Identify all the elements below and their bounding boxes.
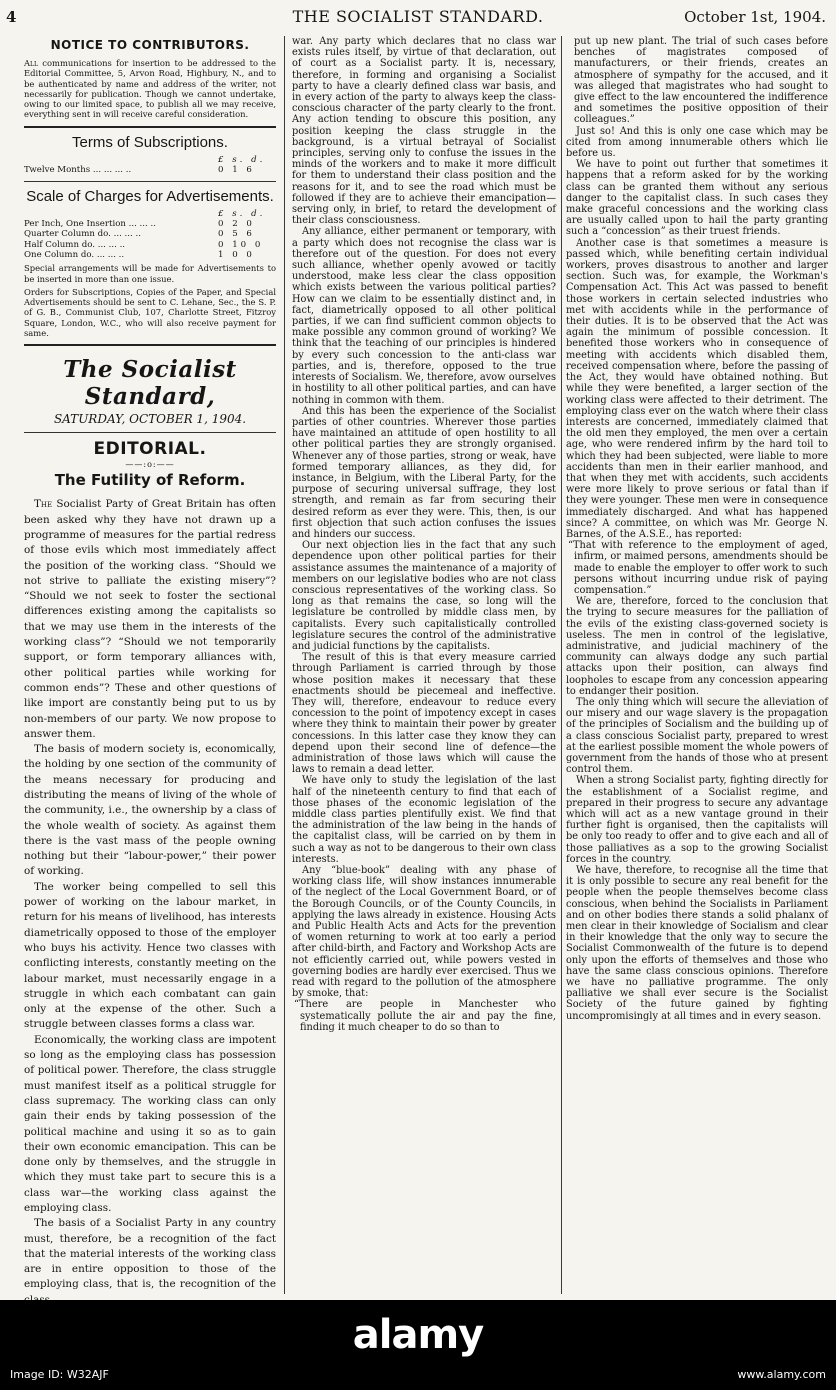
- masthead: [0, 0, 836, 32]
- rate-label: Twelve Months ... ... ... ..: [24, 164, 132, 175]
- rate-label: One Column do. ... ... ..: [24, 249, 125, 260]
- notice-lead: All: [24, 58, 39, 68]
- article-paragraph: And this has been the experience of the Socialist parties of other countries. Wherever those parties have maintained an attitude of open hostility to all other political parties they are strongly organised. Whenever any of those parties, strong or weak, have formed temporary alliances, as they did, for instance, in Belgium, with the Liberal Party, for the purpose of securing universal suffrage, they lost strength, and remain as far from securing their desired reform as ever they were. This, then, is our first objection that such action confuses the issues and hinders our success.: [292, 405, 556, 540]
- article-paragraph: Just so! And this is only one case which may be cited from among innumerable others which lie before us.: [566, 125, 828, 160]
- currency-header: £ s. d.: [218, 154, 266, 165]
- article-paragraph: war. Any party which declares that no class war exists rules itself, by virtue of that declaration, out of court as a Socialist party. It is, necessary, therefore, in forming and organising a Socialist party to have a clearly defined class war basis, and in every action of the party to always keep the class-conscious character of the party clearly to the front. Any action tending to obscure this position, any position keeping the class struggle in the background, is a virtual betrayal of Socialist principles, serving only to confuse the issues in the minds of the workers and to make it more difficult for them to understand their class position and the reasons for it, and to see the road which must be followed if they are to achieve their emancipation—serving only, in brief, to retard the development of their class consciousness.: [292, 36, 556, 227]
- block-quote: “That with reference to the employment of aged, infirm, or maimed persons, amendments should be made to enable the employer to offer work to such persons without incurring undue risk of paying compensation.”: [568, 540, 828, 596]
- article-paragraph: Another case is that sometimes a measure is passed which, while benefiting certain individual workers, proves disastrous to another and larger section. Such was, for example, the Workman's Compensation Act. This Act was passed to benefit those workers in certain selected industries who met with accidents while in the performance of their duties. It is to be observed that the Act was again the minimum of possible concession. It benefited those workers who in consequence of meeting with accidents which disabled them, received compensation where, before the passing of the Act, they would have obtained nothing. But while they were benefited, a larger section of the working class were affected to their detriment. The employing class ever on the watch where their class interests are concerned, immediately claimed that the old men they employed, the men over a certain age, who were rendered infirm by the hard toil to which they had been subjected, were liable to more accidents than men in their earlier manhood, and that when they met with accidents, such accidents were more likely to prove serious or fatal than if they were younger. These men were in consequence immediately discharged. And what has happened since? A committee, on which was Mr. George N. Barnes, of the A.S.E., has reported:: [566, 237, 828, 540]
- divider: [24, 344, 276, 346]
- ad-rate-row: [24, 219, 276, 229]
- nameplate-date: SATURDAY, OCTOBER 1, 1904.: [53, 412, 247, 427]
- article-paragraph: We have only to study the legislation of the last half of the nineteenth century to find that each of those phases of the economic legislation of the middle class parties plentifully exist. We find that the administration of the law being in the hands of the capitalist class, will be carried on by them in such a way as not to be dangerous to their own class interests.: [292, 775, 556, 865]
- article-paragraph: The worker being compelled to sell this power of working on the labour market, in return for his means of livelihood, has interests diametrically opposed to those of the employer who buys his activity. Hence two classes with conflicting interests, constantly meeting on the labour market, must necessarily engage in a struggle in which each combatant can gain only at the expense of the other. Such a struggle between classes forms a class war.: [24, 880, 276, 1031]
- article-paragraph: Our next objection lies in the fact that any such dependence upon other political parties for their assistance assumes the maintenance of a majority of members on our legislative bodies who are not class conscious representatives of the working class. So long as that remains the case, so long will the legislature be controlled by middle class men, by capitalists. Every such capitalistically controlled legislature secures the control of the administrative and judicial functions by the capitalists.: [292, 540, 556, 652]
- column-2: [292, 36, 556, 1296]
- block-quote: “There are people in Manchester who systematically pollute the air and pay the fine, finding it much cheaper to do so than to: [294, 999, 556, 1033]
- notice-body: communications for insertion to be addressed to the Editorial Committee, 5, Arvon Road, Highbury, N., and to be authenticated by name and address of the writer, not necessarily for publication. Though we cannot undertake, owing to our limited space, to publish all we may receive, everything sent in will receive careful consideration.: [24, 58, 276, 120]
- stock-url[interactable]: www.alamy.com: [737, 1368, 826, 1381]
- rate-amount: 0 10 0: [218, 239, 264, 250]
- issue-date: October 1st, 1904.: [684, 8, 826, 26]
- column-rule: [284, 36, 285, 1294]
- article-headline: The Futility of Reform.: [54, 471, 246, 490]
- rate-amount: 0 1 6: [218, 164, 255, 175]
- divider: [24, 126, 276, 128]
- ad-rate-row: [24, 250, 276, 260]
- stock-image-id: Image ID: W32AJF: [10, 1368, 109, 1381]
- article-paragraph: When a strong Socialist party, fighting directly for the establishment of a Socialist regime, and prepared in their progress to secure any advantage which will act as a new vantage ground in their further fight is organised, then the capitalists will be only too ready to offer and to give each and all of those palliatives as a sop to the growing Socialist forces in the country.: [566, 775, 828, 865]
- subscriptions-title: Terms of Subscriptions.: [72, 133, 228, 151]
- block-quote: put up new plant. The trial of such cases before benches of magistrates composed of manufacturers, or their friends, creates an atmosphere of sympathy for the accused, and it was alleged that magistrates who had sought to give effect to the law encountered the indifference and sometimes the positive opposition of their colleagues.”: [574, 36, 828, 126]
- column-3: [566, 36, 828, 1296]
- column-rule: [561, 36, 562, 1294]
- page-number: 4: [6, 8, 17, 26]
- article-paragraph: We are, therefore, forced to the conclusion that the trying to secure measures for the palliation of the evils of the existing class-governed society is useless. The men in control of the legislative, administrative, and judicial machinery of the community can always dodge any such partial attacks upon their position, can always find loopholes to escape from any concession appearing to endanger their position.: [566, 596, 828, 697]
- article-paragraph: The only thing which will secure the alleviation of our misery and our wage slavery is the propagation of the principles of Socialism and the building up of a class conscious Socialist party, prepared to wrest at the earliest possible moment the whole powers of government from the hands of those who at present control them.: [566, 696, 828, 776]
- article-paragraph: Any “blue-book” dealing with any phase of working class life, will show instances innumerable of the neglect of the Local Government Board, or of the Borough Councils, or of the County Councils, in applying the laws already in existence. Housing Acts and Public Health Acts and Acts for the prevention of women returning to work at too early a period after child-birth, and Factory and Workshop Acts are not efficiently carried out, while powers vested in governing bodies are hardly ever exercised. Thus we read with regard to the pollution of the atmosphere by smoke, that:: [292, 865, 556, 1000]
- rate-amount: 0 5 6: [218, 229, 255, 240]
- ad-special-note: Special arrangements will be made for Advertisements to be inserted in more than one issue.: [24, 263, 276, 284]
- stock-photo-banner: [0, 1300, 836, 1390]
- article-paragraph: The basis of a Socialist Party in any country must, therefore, be a recognition of the fact that the material interests of the working class are in entire opposition to those of the employing class, that is, the recognition of the: [24, 1217, 276, 1291]
- column-1: [24, 36, 276, 1296]
- ad-rate-row: [24, 240, 276, 250]
- paper-title: THE SOCIALIST STANDARD.: [292, 7, 544, 26]
- rate-label: Half Column do. ... ... ..: [24, 239, 126, 250]
- ad-orders-note: Orders for Subscriptions, Copies of the Paper, and Special Advertisements should be sent to C. Lehane, Sec., the S. P. of G. B., Communist Club, 107, Charlotte Street, Fitzroy Square, London, W.C., who will also receive payment for same.: [24, 286, 276, 339]
- subscription-row: [24, 165, 276, 175]
- ornament-divider: ——:o:——: [125, 460, 175, 470]
- notice-text: [24, 58, 276, 120]
- divider: [24, 181, 276, 182]
- rate-amount: 1 0 0: [218, 249, 255, 260]
- rate-label: Quarter Column do. ... ... ..: [24, 229, 141, 240]
- article-paragraph: Any alliance, either permanent or temporary, with a party which does not recognise the class war is therefore out of the question. For does not every such alliance, whether openly avowed or tacitly understood, make less clear the class opposition which exists between the various political parties? How can we claim to be essentially distinct and, in fact, diametrically opposed to all other political parties, if we can find sufficient common objects to make possible any common ground of working? We think that the teaching of our principles is hindered by every such concession to the anti-class war parties, and is, therefore, opposed to the true interests of Socialism. We, therefore, avow ourselves in hostility to all other political parties, and can have nothing in common with them.: [292, 226, 556, 406]
- divider: [24, 432, 276, 433]
- rate-label: Per Inch, One Insertion ... ... ..: [24, 219, 156, 230]
- article-paragraph: We have, therefore, to recognise all the time that it is only possible to secure any real benefit for the people when the people themselves become class conscious, when behind the Socialists in Parliament and on other bodies there stands a solid phalanx of men clear in their knowledge of Socialism and clear in their knowledge that the only way to secure the Socialist Commonwealth of the future is to depend only upon the efforts of themselves and those who have the same class conscious opinions. Therefore we have no palliative programme. The only palliative we shall ever secure is the Socialist Society of the future gained by fighting uncompromisingly at all times and in every season.: [566, 865, 828, 1022]
- currency-header: £ s. d.: [218, 209, 266, 220]
- editorial-label: EDITORIAL.: [93, 439, 207, 460]
- notice-title: NOTICE TO CONTRIBUTORS.: [50, 38, 250, 52]
- article-paragraph: Economically, the working class are impotent so long as the employing class has possession of political power. Therefore, the class struggle must manifest itself as a political struggle for class supremacy. The working class can only gain their ends by taking possession of the political machine and using it so as to gain their own economic emancipation. This can be done only by themselves, and the struggle in which they must take part to secure this is a class war—the working class against the employing class.: [24, 1033, 276, 1214]
- nameplate: The Socialist Standard,: [63, 356, 237, 411]
- article-paragraph: The result of this is that every measure carried through Parliament is carried through by those whose position makes it necessary that these enactments should be piecemeal and ineffective. They will, therefore, endeavour to reduce every concession to the point of impotency except in cases where they think to maintain their power by greater concessions. In this latter case they know they can depend upon their second line of defence—the administration of those laws which will cause the laws to remain a dead letter.: [292, 652, 556, 776]
- stock-logo: alamy: [352, 1312, 484, 1358]
- article-paragraph: We have to point out further that sometimes it happens that a reform asked for by the working class can be granted them without any serious danger to the capitalist class. In such cases they make graceful concessions and the working class are usually called upon to hail the party granting such a “concession” as their truest friends.: [566, 159, 828, 238]
- rate-amount: 0 2 0: [218, 219, 255, 230]
- article-paragraph: The Socialist Party of Great Britain has often been asked why they have not drawn up a programme of measures for the partial redress of those evils which most immediately affect the position of the working class. “Should we not strive to palliate the existing misery”? “Should we not seek to foster the sectional differences existing among the capitalists so that we may use them in the interests of the working class”? “Should we not temporarily support, or form temporary alliances with, other political parties while working for common ends”? These and other questions of like import are constantly being put to us by non-members of our party. We now propose to answer them.: [24, 498, 276, 740]
- article-paragraph: The basis of modern society is, economically, the holding by one section of the community of the means necessary for producing and distributing the means of living of the whole of the community, i.e., the ownership by a class of the whole wealth of society. As against them there is the vast mass of the people owning nothing but their “labour-power,” their power of working.: [24, 743, 276, 878]
- advertisements-title: Scale of Charges for Advertisements.: [26, 188, 274, 206]
- paragraph-lead: The: [34, 498, 53, 511]
- ad-rate-row: [24, 229, 276, 239]
